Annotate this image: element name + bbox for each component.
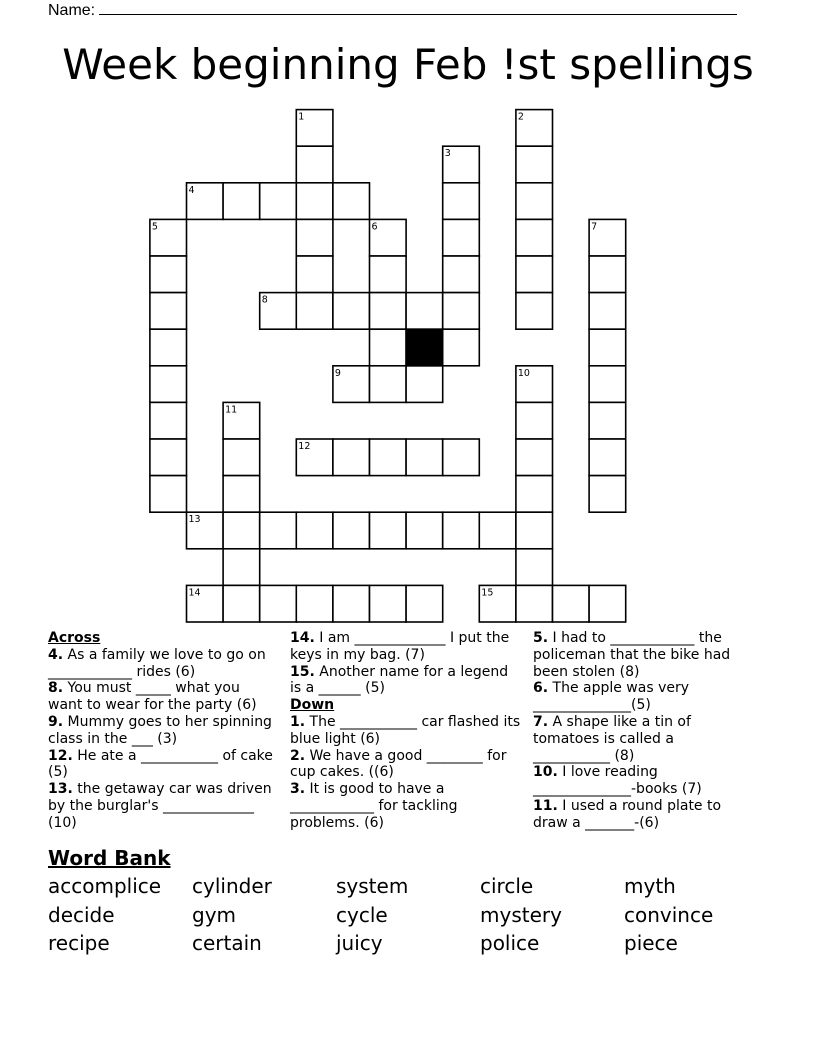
- clue-number: 10: [517, 367, 530, 379]
- clue-item: [533, 764, 755, 798]
- clue-number-label: 11.: [533, 797, 558, 814]
- clue-number-label: 5.: [533, 630, 549, 646]
- grid-cell[interactable]: [443, 512, 480, 549]
- grid-cell[interactable]: [370, 512, 407, 549]
- name-label: Name:: [48, 2, 96, 19]
- clue-text: I had to ____________ the policeman that the bike had been stolen (8): [533, 630, 731, 680]
- clue-text: We have a good ________ for cup cakes. ((6): [290, 747, 507, 781]
- clue-number-label: 14.: [290, 630, 315, 646]
- grid-cell[interactable]: [589, 366, 626, 403]
- grid-cell[interactable]: [150, 293, 187, 330]
- grid-cell[interactable]: [406, 293, 443, 330]
- grid-cell[interactable]: [260, 585, 297, 622]
- clue-number-label: 8.: [48, 680, 64, 697]
- grid-cell[interactable]: [223, 549, 260, 586]
- grid-cell[interactable]: [333, 183, 370, 220]
- clue-item: [533, 630, 755, 680]
- grid-cell[interactable]: [516, 146, 553, 183]
- word-bank-word: myth: [624, 874, 676, 898]
- clue-number: 14: [188, 587, 201, 599]
- grid-cell[interactable]: [516, 512, 553, 549]
- clue-number: 3: [444, 148, 451, 160]
- clue-number: 13: [188, 514, 201, 526]
- grid-cell[interactable]: [406, 512, 443, 549]
- grid-cell[interactable]: [443, 183, 480, 220]
- clue-number-label: 12.: [48, 747, 73, 764]
- grid-cell[interactable]: [516, 219, 553, 256]
- grid-cell[interactable]: [370, 439, 407, 476]
- word-bank-word: gym: [192, 903, 237, 927]
- clue-number: 9: [334, 367, 341, 379]
- clue-number-label: 7.: [533, 713, 549, 730]
- clue-number-label: 6.: [533, 680, 549, 697]
- clue-item: [290, 714, 522, 748]
- black-cell: [406, 329, 443, 366]
- grid-cell[interactable]: [406, 439, 443, 476]
- clue-item: [290, 630, 522, 664]
- grid-cell[interactable]: [260, 183, 297, 220]
- across-heading: Across: [48, 630, 101, 646]
- grid-cell[interactable]: [406, 366, 443, 403]
- clue-number-label: 3.: [290, 781, 306, 798]
- clue-number: 2: [517, 111, 524, 123]
- clue-item: [290, 748, 522, 782]
- clue-number-label: 1.: [290, 713, 306, 730]
- grid-cell[interactable]: [443, 293, 480, 330]
- grid-cell[interactable]: [370, 366, 407, 403]
- clue-number-label: 2.: [290, 747, 306, 764]
- grid-cell[interactable]: [296, 146, 333, 183]
- grid-cell[interactable]: [516, 439, 553, 476]
- clue-text: Another name for a legend is a ______ (5): [290, 663, 509, 697]
- clue-text: The ___________ car flashed its blue light (6): [290, 713, 521, 747]
- clue-number-label: 15.: [290, 663, 315, 680]
- clue-number: 6: [371, 221, 378, 233]
- grid-cell[interactable]: [223, 476, 260, 513]
- word-bank-word: cylinder: [192, 874, 272, 898]
- grid-cell[interactable]: [516, 585, 553, 622]
- word-bank-word: recipe: [48, 931, 110, 955]
- grid-cell[interactable]: [333, 585, 370, 622]
- grid-cell[interactable]: [516, 402, 553, 439]
- clue-number: 5: [151, 221, 158, 233]
- clue-number: 15: [481, 587, 494, 599]
- grid-cell[interactable]: [516, 476, 553, 513]
- word-bank-heading: Word Bank: [48, 846, 171, 870]
- grid-cell[interactable]: [296, 512, 333, 549]
- grid-cell[interactable]: [370, 293, 407, 330]
- grid-cell[interactable]: [553, 585, 590, 622]
- grid-cell[interactable]: [260, 512, 297, 549]
- clue-item: [48, 748, 276, 782]
- word-bank-word: police: [480, 931, 540, 955]
- grid-cell[interactable]: [333, 439, 370, 476]
- clue-number: 8: [261, 294, 268, 306]
- word-bank-word: system: [336, 874, 409, 898]
- word-bank-word: convince: [624, 903, 714, 927]
- clue-text: The apple was very ______________(5): [533, 680, 690, 714]
- clue-text: the getaway car was driven by the burglar's _____________ (10): [48, 781, 272, 831]
- grid-cell[interactable]: [150, 439, 187, 476]
- grid-cell[interactable]: [150, 402, 187, 439]
- grid-cell[interactable]: [406, 585, 443, 622]
- word-bank-word: juicy: [336, 931, 383, 955]
- grid-cell[interactable]: [443, 219, 480, 256]
- clue-item: [533, 798, 755, 832]
- grid-cell[interactable]: [296, 219, 333, 256]
- grid-cell[interactable]: [150, 366, 187, 403]
- clue-item: [48, 647, 276, 681]
- grid-cell[interactable]: [516, 549, 553, 586]
- word-bank-word: decide: [48, 903, 115, 927]
- grid-cell[interactable]: [333, 512, 370, 549]
- clue-text: He ate a ___________ of cake (5): [48, 747, 273, 781]
- grid-cell[interactable]: [479, 512, 516, 549]
- word-bank-word: piece: [624, 931, 678, 955]
- clue-text: It is good to have a ____________ for tackling problems. (6): [290, 781, 458, 831]
- clue-text: A shape like a tin of tomatoes is called a ___________ (8): [533, 713, 691, 764]
- word-bank-word: circle: [480, 874, 534, 898]
- grid-cell[interactable]: [150, 256, 187, 293]
- down-heading: Down: [290, 697, 335, 714]
- clue-text: I am _____________ I put the keys in my bag. (7): [290, 630, 510, 663]
- grid-cell[interactable]: [589, 329, 626, 366]
- clue-text: You must _____ what you want to wear for the party (6): [48, 680, 257, 714]
- grid-cell[interactable]: [223, 512, 260, 549]
- grid-cell[interactable]: [223, 183, 260, 220]
- grid-cell[interactable]: [516, 183, 553, 220]
- page-title: Week beginning Feb !st spellings: [62, 40, 754, 89]
- grid-cell[interactable]: [150, 329, 187, 366]
- clue-number: 1: [298, 111, 305, 123]
- clue-item: [48, 714, 276, 748]
- clue-item: [290, 781, 522, 831]
- clue-text: As a family we love to go on ____________ rides (6): [48, 646, 266, 680]
- clue-text: Mummy goes to her spinning class in the ___ (3): [48, 713, 272, 747]
- clue-number: 7: [591, 221, 598, 233]
- word-bank-word: certain: [192, 931, 262, 955]
- grid-cell[interactable]: [443, 256, 480, 293]
- clue-item: [48, 680, 276, 714]
- grid-cell[interactable]: [370, 256, 407, 293]
- grid-cell[interactable]: [443, 329, 480, 366]
- grid-cell[interactable]: [223, 439, 260, 476]
- clue-item: [48, 781, 276, 831]
- grid-cell[interactable]: [516, 256, 553, 293]
- clues-column-2: [290, 630, 522, 832]
- grid-cell[interactable]: [150, 476, 187, 513]
- clue-number-label: 4.: [48, 646, 64, 663]
- grid-cell[interactable]: [333, 293, 370, 330]
- grid-cell[interactable]: [370, 329, 407, 366]
- grid-cell[interactable]: [516, 293, 553, 330]
- grid-cell[interactable]: [296, 585, 333, 622]
- clue-text: I love reading ______________-books (7): [533, 764, 702, 798]
- clue-text: I used a round plate to draw a _______-(6): [533, 797, 722, 831]
- clue-item: [290, 664, 522, 698]
- grid-cell[interactable]: [589, 585, 626, 622]
- grid-cell[interactable]: [589, 293, 626, 330]
- clue-item: [533, 714, 755, 764]
- word-bank-word: cycle: [336, 903, 388, 927]
- grid-cell[interactable]: [370, 585, 407, 622]
- clue-number: 11: [225, 404, 238, 416]
- grid-cell[interactable]: [296, 256, 333, 293]
- clue-number-label: 9.: [48, 713, 64, 730]
- word-bank-word: mystery: [480, 903, 562, 927]
- clue-number: 4: [188, 184, 195, 196]
- clues-column-3: [533, 630, 755, 832]
- clue-number: 12: [298, 441, 311, 452]
- grid-cell[interactable]: [589, 439, 626, 476]
- word-bank-word: accomplice: [48, 874, 162, 898]
- grid-cell[interactable]: [296, 183, 333, 220]
- clue-item: [533, 680, 755, 714]
- grid-cell[interactable]: [589, 402, 626, 439]
- clue-number-label: 13.: [48, 781, 73, 798]
- grid-cell[interactable]: [443, 439, 480, 476]
- grid-cell[interactable]: [589, 476, 626, 513]
- grid-cell[interactable]: [589, 256, 626, 293]
- grid-cell[interactable]: [223, 585, 260, 622]
- clue-number-label: 10.: [533, 764, 558, 781]
- clues-column-1: [48, 630, 276, 832]
- grid-cell[interactable]: [296, 293, 333, 330]
